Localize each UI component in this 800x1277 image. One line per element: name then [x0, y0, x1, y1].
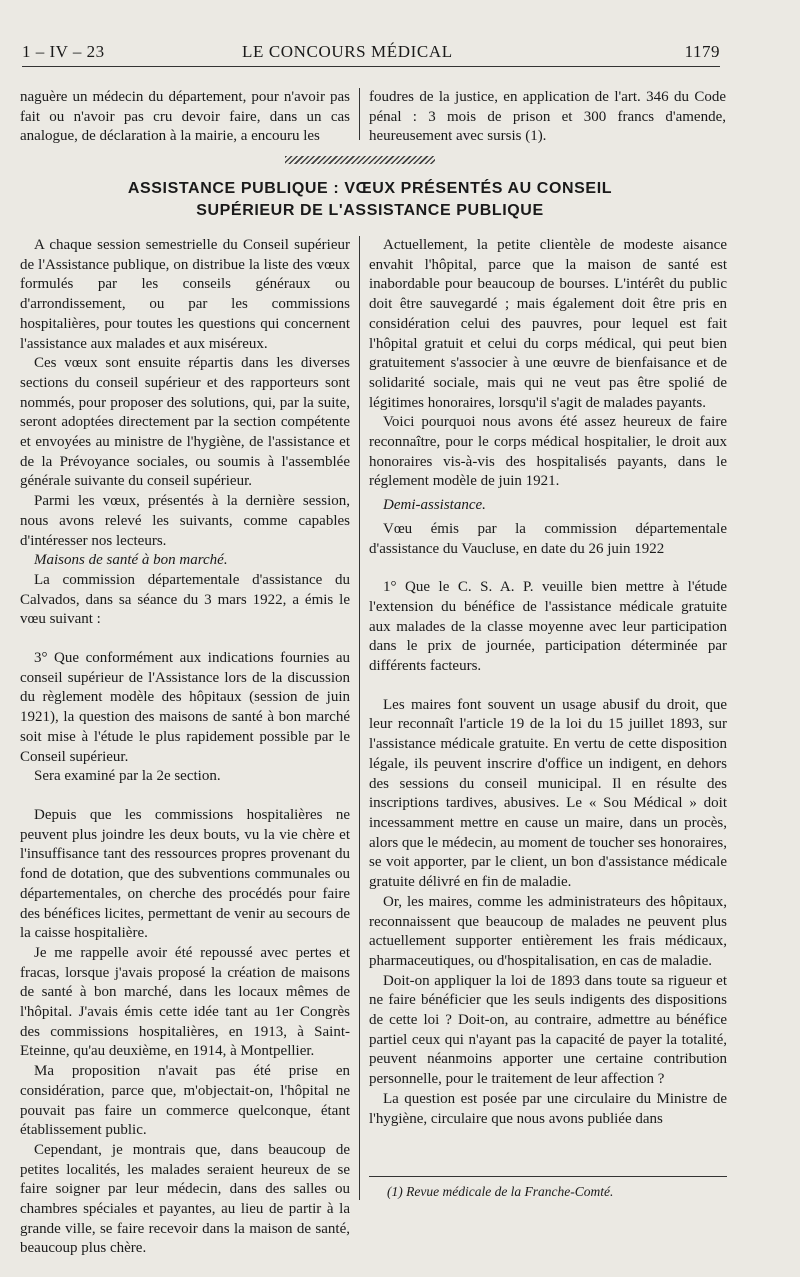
column-divider-main: [359, 236, 360, 1200]
paragraph: Actuellement, la petite clientèle de modeste aisance envahit l'hôpital, parce que la maison de santé est inabordable pour beaucoup de bourses. L'intérêt du public doit être sauvegardé ; mais également doit être pris en considération celui des pauvres, pour lequel est fait l'hôpital gratuit et celui du corps médical, qui peut bien gratuitement s'associer à une œuvre de bienfaisance et de solidarité sociale, mais qui ne veut pas être spolié de légitimes honoraires, lorsqu'il s'agit de malades payants.: [369, 237, 727, 411]
paragraph: A chaque session semestrielle du Conseil supérieur de l'Assistance publique, on distribue la liste des vœux formulés par les conseils généraux ou d'arrondissement, ou par les commissions hospitalières, pour toutes les questions qui concernent l'assistance aux malades et aux miséreux.: [20, 237, 350, 352]
quoted-resolution: 1° Que le C. S. A. P. veuille bien mettre à l'étude l'extension du bénéfice de l'assistance médicale gratuite aux malades de la classe moyenne avec leur participation dans le prix de journée, participation déterminée par différents facteurs.: [369, 579, 727, 675]
section-ornament: [285, 156, 435, 164]
paragraph: Sera examiné par la 2e section.: [34, 768, 221, 785]
paragraph: Les maires font souvent un usage abusif du droit, que leur reconnaît l'article 19 de la loi du 15 juillet 1893, sur l'assistance médicale gratuite. En vertu de cette disposition légale, ils peuvent inscrire d'office un indigent, en dehors des sessions du conseil municipal. Il en résulte des inscriptions tardives, abusives. Le « Sou Médical » doit incessamment mettre en cause un maire, dans un procès, alors que le médecin, au moment de toucher ses honoraires, se voit apporter, par le client, un bon d'assistance médicale gratuite délivré en fin de maladie.: [369, 696, 727, 891]
paragraph: Depuis que les commissions hospitalières ne peuvent plus joindre les deux bouts, vu la vie chère et l'insuffisance tant des ressources propres provenant du fond de dotation, que des subventions communales ou départementales, on cherche des procédés pour faire des bénéfices licites, permettant de venir au secours de la caisse hospitalière.: [20, 806, 350, 942]
article-right-column: [369, 236, 727, 1129]
intro-left-text: naguère un médecin du département, pour n'avoir pas fait ou n'avoir pas cru devoir faire, dans un cas analogue, de déclaration à la mairie, a encouru les: [20, 89, 350, 145]
paragraph: Ma proposition n'avait pas été prise en considération, parce que, m'objectait-on, l'hôpital ne pouvait pas faire un commerce quelconque, étant établissement public.: [20, 1063, 350, 1139]
paragraph: Or, les maires, comme les administrateurs des hôpitaux, reconnaissent que beaucoup de malades ne peuvent plus actuellement supporter entièrement les frais médicaux, pharmaceutiques, ou d'hospitalisation, en cas de maladie.: [369, 893, 727, 969]
section-heading: Demi-assistance.: [383, 497, 486, 514]
issue-date: 1 – IV – 23: [22, 42, 105, 61]
article-title-line-1: ASSISTANCE PUBLIQUE : VŒUX PRÉSENTÉS AU CONSEIL: [127, 180, 613, 197]
paragraph: Voici pourquoi nous avons été assez heureux de faire reconnaître, pour le corps médical hospitalier, le droit aux honoraires vis-à-vis des hospitalisés payants, dans le réglement modèle de juin 1921.: [369, 414, 727, 490]
article-title-line-2: SUPÉRIEUR DE L'ASSISTANCE PUBLIQUE: [196, 202, 544, 219]
footnote-rule: [369, 1176, 727, 1177]
footnote: (1) Revue médicale de la Franche-Comté.: [387, 1184, 614, 1199]
paragraph: Doit-on appliquer la loi de 1893 dans toute sa rigueur et ne faire bénéficier que les seuls indigents des dispositions de cette loi ? Doit-on, au contraire, admettre au bénéfice partiel ceux qui n'ayant pas la capacité de payer la totalité, peuvent néanmoins apporter une certaine contribution personnelle, pour le traitement de leur affection ?: [369, 972, 727, 1088]
paragraph: Je me rappelle avoir été repoussé avec pertes et fracas, lorsque j'avais proposé la création de maisons de santé à bon marché, dans les locaux mêmes de l'hôpital. J'avais émis cette idée tant au 1er Congrès des commissions hospitalières, en 1913, à Saint-Eteinne, qu'au deuxième, en 1914, à Montpellier.: [20, 944, 350, 1060]
journal-title: LE CONCOURS MÉDICAL: [242, 42, 453, 61]
page-number: 1179: [684, 42, 720, 61]
header-rule: [22, 66, 720, 67]
column-divider-top: [359, 88, 360, 140]
article-title: [60, 178, 680, 222]
section-heading: Maisons de santé à bon marché.: [34, 552, 228, 569]
quoted-resolution: 3° Que conformément aux indications fournies au conseil supérieur de l'Assistance lors de la discussion du règlement modèle des hôpitaux (session de juin 1921), la question des maisons de santé à bon marché soit mise à l'étude le plus rapidement possible par le Conseil supérieur.: [20, 650, 350, 765]
paragraph: La question est posée par une circulaire du Ministre de l'hygiène, circulaire que nous avons publiée dans: [369, 1090, 727, 1127]
intro-left-column: [20, 88, 350, 147]
article-left-column: [20, 236, 350, 1259]
paragraph: Ces vœux sont ensuite répartis dans les diverses sections du conseil supérieur et des rapporteurs sont nommés, pour proposer des solutions, qui, par la suite, seront adoptées directement par la section compétente et envoyées au ministre de l'hygiène, de l'assistance et de la Prévoyance sociales, ou soumis à l'assemblée générale suivante du conseil supérieur.: [20, 355, 350, 490]
paragraph: Parmi les vœux, présentés à la dernière session, nous avons relevé les suivants, comme capables d'intéresser nos lecteurs.: [20, 493, 350, 549]
paragraph: Vœu émis par la commission départementale d'assistance du Vaucluse, en date du 26 juin 1922: [369, 520, 727, 557]
paragraph: Cependant, je montrais que, dans beaucoup de petites localités, les malades seraient heureux de se faire soigner par leur médecin, dans des salles ou chambres spéciales et payantes, au lieu de partir à la grande ville, se faire recevoir dans la maison de santé, beaucoup plus chère.: [20, 1141, 350, 1257]
running-header: [22, 42, 720, 66]
intro-right-column: [369, 88, 726, 147]
intro-right-text: foudres de la justice, en application de l'art. 346 du Code pénal : 3 mois de prison et 300 francs d'amende, heureusement avec sursis (1).: [369, 89, 726, 145]
paragraph: La commission départementale d'assistance du Calvados, dans sa séance du 3 mars 1922, a émis le vœu suivant :: [20, 571, 350, 628]
